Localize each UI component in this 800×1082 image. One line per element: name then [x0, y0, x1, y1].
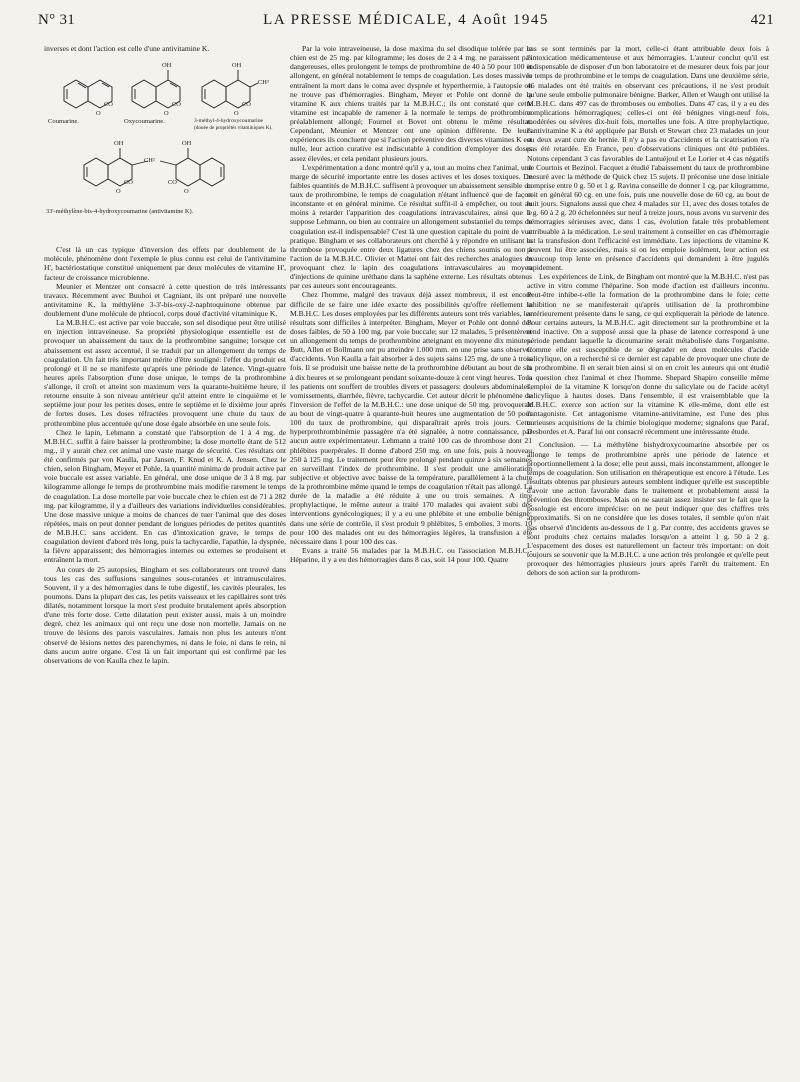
paragraph: Chez l'homme, malgré des travaux déjà assez nombreux, il est encore difficile de se faire une idée exacte des possibilités qu'offre réellement la M.B.H.C. Les doses employées par les différents auteurs sont très variables, les résultats sont difficiles à interpréter. Bingham, Meyer et Pohle ont donné des doses faibles, de 50 à 100 mg. par voie buccale; sur 12 malades, 5 présentèrent un allongement du temps de prothrombine atteignant en moyenne dix minutes. Butt, Allen et Bollmann ont pu atteindre 1.000 mm. en une prise sans observer d'accidents. Von Kaulla a fait absorber à des sujets sains 125 mg. de une à trois fois. Il se produisit une baisse nette de la prothrombine débutant au bout de six à dix heures et se prolongeant pendant soixante-douze à cent vingt heures. Tous les patients ont souffert de troubles divers et passagers: douleurs abdominales, vomissements, diarrhée, fièvre, tachycardie. Cet auteur décrit le phénomène de l'inversion de l'effet de la M.B.H.C.: une dose unique de 50 mg. provoquerait au bout de vingt-quatre à quarante-huit heures une augmentation de 50 pour 100 du taux de prothrombine, qui disparaîtrait après trois jours. Cette hyperprothrombinémie passagère n'a été signalée, à notre connaissance, par aucun autre expérimentateur. Lehmann a traité 100 cas de thrombose dont 21 phlébites puerpérales. Il donne d'abord 250 mg. en une fois, puis à nouveau 250 à 125 mg. Le traitement peut être prolongé pendant quinze à six semaines en surveillant l'index de prothrombine. Il s'est produit une amélioration subjective et objective avec baisse de la température, parallèlement à la chute de la prothrombine même quand le temps de coagulation n'était pas allongé. La durée de la maladie a été réduite à une ou trois semaines. A titre prophylactique, le même auteur a traité 170 malades qui avaient subi des interventions gynécologiques; il y a eu une phlébite et une embolie bénigne; dans une série de contrôle, il s'est produit 9 phlébites, 5 embolies, 3 morts. 10 pour 100 des malades ont eu des hémorragies légères, la transfusion a été nécessaire dans 1 pour 100 des cas. — [290, 290, 532, 546]
methyl-sublabel: (douée de propriétés vitaminiques K). — [194, 125, 273, 132]
chemical-formulas-figure — [44, 57, 286, 239]
conclusion-paragraph: Conclusion. — La méthylène bishydroxycoumarine absorbée per os allonge le temps de prothrombine après une période de latence et proportionnellement à la dose; elle peut aussi, mais inconstamment, allonger le temps de coagulation. Son utilisation en thérapeutique est encore à l'étude. Les résultats obtenus par plusieurs auteurs semblent indiquer qu'elle est susceptible d'avoir une action favorable dans le traitement et probablement aussi la prévention des thromboses. Mais on ne saurait assez insister sur le fait que la posologie est encore imprécise: on ne peut indiquer que des chiffres très approximatifs. Si on ne considère que les doses totales, il semble qu'on n'ait pas observé d'incidents au-dessous de 1 g. Par contre, des accidents graves se sont produits chez certains malades lorsqu'on a atteint 1 g. 50 à 2 g. L'espacement des doses est naturellement un facteur très important: on doit toujours se souvenir que la M.B.H.C. a une action très prolongée et qu'elle peut provoquer des hémorragies plusieurs jours après l'arrêt du traitement. En dehors de son action sur la prothrom- — [527, 440, 769, 578]
column-2 — [290, 44, 532, 1074]
paragraph: Au cours de 25 autopsies, Bingham et ses collaborateurs ont trouvé dans tous les cas des suffusions sanguines sous-cutanées et intramusculaires. Souvent, il y a des hémorragies dans le tube digestif, les cavités pleurales, les poumons. Dans la plupart des cas, les petits vaisseaux et les capillaires sont très dilatés, notamment lorsque la mort s'est produite brutalement après absorption d'une très forte dose. Cette dilatation peut exister aussi, mais à un moindre degré, chez les animaux qui ont reçu une dose non mortelle. Jamais on ne trouve de lésions des parois vasculaires. Jamais non plus les auteurs n'ont observé de lésions nettes des parenchymes, ni dans le foie, ni dans le rein, ni dans aucun autre organe. C'est là un fait important qui est confirmé par les observations de von Kaulla chez le lapin. — [44, 564, 286, 665]
formula-labels — [44, 57, 286, 239]
formula-label: O — [234, 110, 239, 118]
page-header — [38, 12, 774, 34]
formula-label: OH — [162, 62, 172, 70]
formula-label: O — [184, 188, 189, 196]
formula-label: O — [116, 188, 121, 196]
page-number: 421 — [750, 12, 774, 28]
methyl-label: 3-méthyl-4-hydroxycoumarine — [194, 118, 263, 125]
paragraph: Evans a traité 56 malades par la M.B.H.C. ou l'association M.B.H.C.-Héparine, il y a eu des hémorragies dans 8 cas, soit 14 pour 100. Quatre — [290, 545, 532, 564]
column-1 — [44, 44, 286, 1074]
issue-number: N° 31 — [38, 12, 76, 28]
formula-label: CO — [172, 101, 181, 109]
paragraph: La M.B.H.C. est active par voie buccale, son sel disodique peut être utilisé en injection intraveineuse. Sa propriété physiologique essentielle est de provoquer un abaissement du taux de la prothrombine sanguine; lorsque cet abaissement est assez accentué, il se traduit par un allongement du temps de coagulation. Un fait très important mérite d'être souligné: l'effet du produit est prolongé et il ne se manifeste qu'après une période de latence. Vingt-quatre heures après l'absorption d'une dose unique, le temps de la prothrombine s'allonge, il croît et atteint son maximum vers la quarante-huitième heure, il retourne ensuite à son niveau antérieur qu'il atteint entre le cinquième et le septième jour pour les petites doses, entre le septième et le dixième jour après de fortes doses. Les doses réfractées provoquent une chute du taux de prothrombine plus accentuée qu'une dose égale absorbée en une seule fois. — [44, 318, 286, 428]
paragraph: L'expérimentation a donc montré qu'il y a, tout au moins chez l'animal, une marge de sécurité importante entre les doses actives et les doses toxiques. De faibles quantités de M.B.H.C. suffisent à provoquer un abaissement sensible du taux de prothrombine, le temps de coagulation n'étant influencé que de façon inconstante et en général minime. Ce résultat suffit-il à empêcher, ou tout au moins à retarder l'apparition des coagulations intravasculaires, ainsi que le suppose Lehmann, ou bien au contraire un allongement substantiel du temps de coagulation est-il indispensable? C'est là une question capitale du point de vue pratique. Bingham et ses collaborateurs ont cherché à y répondre en utilisant la thrombose provoquée entre deux ligatures chez des chiens soumis ou non à l'action de la M.B.H.C. Olivier et Mattei ont fait des recherches analogues en provoquant chez le lapin des coagulations intravasculaires au moyen d'injections de quinine uréthane dans la saphène externe. Les résultats obtenus par ces auteurs sont encourageants. — [290, 162, 532, 291]
formula-label: CO — [104, 101, 113, 109]
formula-label: CH³ — [258, 79, 269, 87]
formula-label: O — [96, 110, 101, 118]
figure-caption: 33'-méthylène-bis-4-hydroxycoumarine (antivitamine K). — [46, 208, 194, 216]
paragraph: Meunier et Mentzer ont consacré à cette question de très intéressants travaux. Récemment avec Buuhoi et Cagniant, ils ont préparé une nouvelle antivitamine K, la méthylène 3-3'-bis-oxy-2-naphtoquinone obtenue par doublement d'une molécule de phtiocol, corps doué d'activité vitaminique K. — [44, 281, 286, 318]
paragraph: Par la voie intraveineuse, la dose maxima du sel disodique tolérée par le chien est de 25 mg. par kilogramme; les doses de 2 à 4 mg. ne paraissent pas dangereuses, elles prolongent le temps de prothrombine de 40 à 50 pour 100 et allongent, en général notablement le temps de coagulation. Les doses massives entraînent la mort dans le coma avec dyspnée et hyperthermie, à l'autopsie on ne trouve pas d'hémorragies. Bingham, Meyer et Pohle ont donné de la vitamine K aux chiens traités par la M.B.H.C.; ils ont constaté que cette vitamine est incapable de ramener à la normale le temps de prothrombine préalablement allongé; Fournel et Bovet ont obtenu le même résultat. Cependant, Meunier et Mentzer ont une opinion différente. De leurs expériences ils concluent que si l'action préventive des diverses vitamines K est nulle, leur action curative est indiscutable à condition d'employer des doses assez élevées, et cela pendant plusieurs jours. — [290, 44, 532, 163]
formula-label: CO — [124, 179, 133, 187]
oxycoumarine-label: Oxycoumarine. — [124, 118, 165, 126]
paragraph: C'est là un cas typique d'inversion des effets par doublement de la molécule, phénomène dont l'exemple le plus connu est celui de l'antivitamine H', bactériostatique constitué uniquement par deux molécules de vitamine H', facteur de croissance microbienne. — [44, 245, 286, 282]
column-3 — [527, 44, 769, 1074]
journal-title: LA PRESSE MÉDICALE, 4 Août 1945 — [263, 12, 549, 28]
formula-label: CO — [242, 101, 251, 109]
paragraph: cas se sont terminés par la mort, celle-ci étant attribuable deux fois à l'intoxication médicamenteuse et aux hémorragies. L'auteur conclut qu'il est indispensable de disposer d'un bon laboratoire et de mesurer deux fois par jour le temps de prothrombine et le temps de coagulation. Dans une deuxième série, 46 malades ont été traités en observant ces précautions, il ne s'est produit qu'une seule embolie pulmonaire bénigne. Barker, Allen et Waugh ont utilisé la M.B.H.C. dans 497 cas de thromboses ou embolies. Dans 47 cas, il y a eu des complications hémorragiques; celles-ci ont été bénignes vingt-neuf fois, modérées ou sévères dix-huit fois, mortelles une fois. A titre prophylactique, l'antivitamine K a été appliquée par Butsh et Stewart chez 23 malades un jour ou deux avant cure de hernie. Il n'y a pas eu d'accidents et la cicatrisation n'a pas été retardée. En France, peu d'observations cliniques ont été publiées. Notons cependant 3 cas favorables de Lantuéjoul et Le Lorier et 4 cas négatifs de Courtois et Bezinol. Facquet a étudié l'abaissement du taux de prothrombine mesuré avec la méthode de Quick chez 15 sujets. Il préconise une dose initiale comprise entre 0 g. 50 et 1 g. Ravina conseille de donner 1 cg. par kilogramme, soit en général 60 cg. en une fois, puis une nouvelle dose de 60 cg. au bout de huit jours. Signalons aussi que chez 4 malades sur 11, avec des doses totales de 1 g. 60 à 2 g. 20 échelonnées sur neuf à treize jours, nous avons vu survenir des hémorragies sérieuses avec, dans 1 cas, évolution fatale très probablement attribuable à la médication. Le seul traitement à conseiller en cas d'hémorragie est la transfusion dont l'efficacité est immédiate. Les injections de vitamine K peuvent lui être associées, mais si on les emploie isolément, leur action est beaucoup trop lente en présence d'accidents qui demandent à être jugulés rapidement. — [527, 44, 769, 272]
paragraph: Chez le lapin, Lehmann a constaté que l'absorption de 1 à 4 mg. de M.B.H.C. suffit à faire baisser la prothrombine; la dose mortelle étant de 512 mg., il y aurait chez cet animal une vaste marge de sécurité. Ces résultats ont été confirmés par von Kaulla, par Jansen, F. Knud et K. A. Jensen. Chez le chien, selon Bingham, Meyer et Pohle, la quantité minima de produit active par voie buccale est assez variable. En général, une dose unique de 3 à 8 mg. par kilogramme allonge le temps de prothrombine mais modifie rarement le temps de coagulation. La dose mortelle par voie buccale chez le chien est de 71 à 282 mg. par kilogramme, il y a d'ailleurs des variations individuelles considérables. Une dose massive unique a moins de chances de tuer l'animal que des doses répétées, mais on peut donner pendant de longues périodes de petites quantités de M.B.H.C. sans accident. En cas d'intoxication grave, le temps de coagulation devient d'abord très long, puis la tachycardie, l'apathie, la dyspnée, la fièvre apparaissent; des hémorragies internes ou externes se produisent et entraînent la mort. — [44, 427, 286, 565]
coumarine-label: Coumarine. — [48, 118, 79, 126]
paragraph: Les expériences de Link, de Bingham ont montré que la M.B.H.C. n'est pas active in vitro comme l'héparine. Son mode d'action est d'ailleurs inconnu. Peut-être inhibe-t-elle la formation de la prothrombine dans le foie; cette inhibition ne se manifesterait qu'après utilisation de la prothrombine antérieurement présente dans le sang, ce qui expliquerait la période de latence. Pour certains auteurs, la M.B.H.C. agit directement sur la prothrombine et la rend inactive. On a supposé aussi que la phase de latence correspond à une période pendant laquelle la dicoumarine serait métabolisée dans l'organisme. Comme elle est susceptible de se dégrader en deux molécules d'acide salicylique, on a recherché si ce dernier est capable de provoquer une chute de la prothrombine. Il en serait bien ainsi si on en croit les auteurs qui ont étudié la question chez l'animal et chez l'homme. Shepard Shapiro conseille même l'emploi de la vitamine K lorsqu'on donne du salicylate ou de l'acide acétyl salicylique à hautes doses. Dans l'ensemble, il est vraisemblable que la M.B.H.C. exerce son action sur la vitamine K elle-même, dont elle est l'antagoniste. Cet antagonisme vitamine-antivitamine, est l'une des plus curieuses acquisitions de la chimie biologique moderne; signalons que Paraf, Desbordes et A. Paraf lui ont consacré récemment une intéressante étude. — [527, 272, 769, 437]
formula-label: CH² — [144, 157, 155, 165]
formula-label: O — [164, 110, 169, 118]
formula-label: CO — [168, 179, 177, 187]
formula-label: OH — [182, 140, 192, 148]
formula-label: OH — [232, 62, 242, 70]
formula-label: OH — [114, 140, 124, 148]
paragraph: inverses et dont l'action est celle d'une antivitamine K. — [44, 44, 210, 53]
